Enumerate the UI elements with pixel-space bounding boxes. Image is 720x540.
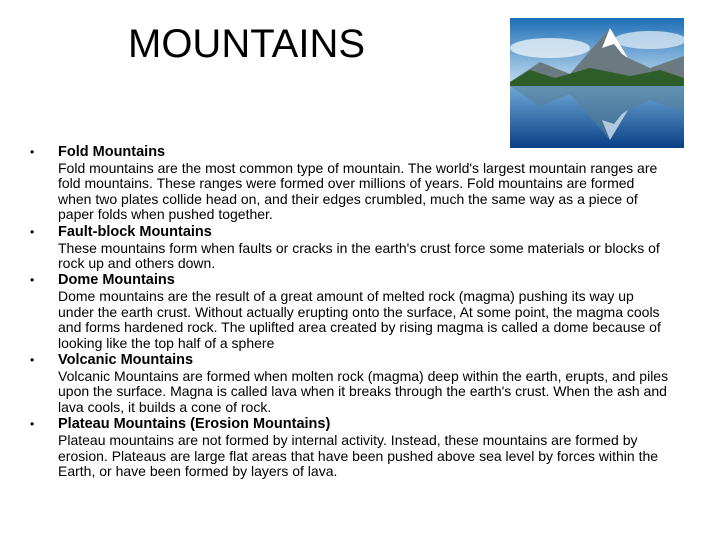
item-body: These mountains form when faults or cracks in the earth's crust force some materials or blocks of rock up and others down.: [58, 239, 660, 272]
item-body: Volcanic Mountains are formed when molten rock (magma) deep within the earth, erupts, and piles upon the surface. Magna is called lava when it breaks through the earth's crust. When the ash and lava cools, it builds a cone of rock.: [58, 368, 669, 415]
item-body: Dome mountains are the result of a great amount of melted rock (magma) pushing its way up under the earth crust. Without actually erupting onto the surface, At some point, the magma cools and forms hardened rock. The uplifted area created by rising magma is called a dome because of looking like the top half of a sphere: [58, 288, 661, 351]
item-heading: Fold Mountains: [58, 144, 166, 160]
item-heading: Volcanic Mountains: [58, 352, 194, 369]
list-item-dome: [30, 272, 670, 351]
list-item-fault-block: [30, 224, 670, 272]
item-heading: Plateau Mountains (Erosion Mountains): [58, 416, 331, 433]
item-body: Fold mountains are the most common type of mountain. The world's largest mountain ranges are fold mountains. These ranges were formed over millions of years. Fold mountains are formed when two plates collide head on, and their edges crumbled, much the same way as a piece of paper folds when pushed together.: [58, 160, 658, 223]
mountain-lake-photo: [510, 18, 684, 148]
slide-title: MOUNTAINS: [128, 22, 366, 66]
bullet-icon: •: [30, 224, 35, 239]
bullet-icon: •: [30, 273, 35, 288]
list-item-volcanic: [30, 352, 670, 415]
bullet-icon: •: [30, 417, 35, 432]
mountain-types-list: [30, 144, 670, 480]
bullet-icon: •: [30, 145, 35, 159]
list-item-fold: [30, 144, 670, 223]
list-item-plateau: [30, 416, 670, 479]
item-heading: Dome Mountains: [58, 272, 175, 289]
item-body: Plateau mountains are not formed by internal activity. Instead, these mountains are formed by erosion. Plateaus are large flat areas that have been pushed above sea level by forces within the Earth, or have been formed by layers of lava.: [58, 432, 659, 480]
bullet-icon: •: [30, 353, 35, 368]
item-heading: Fault-block Mountains: [58, 223, 212, 240]
